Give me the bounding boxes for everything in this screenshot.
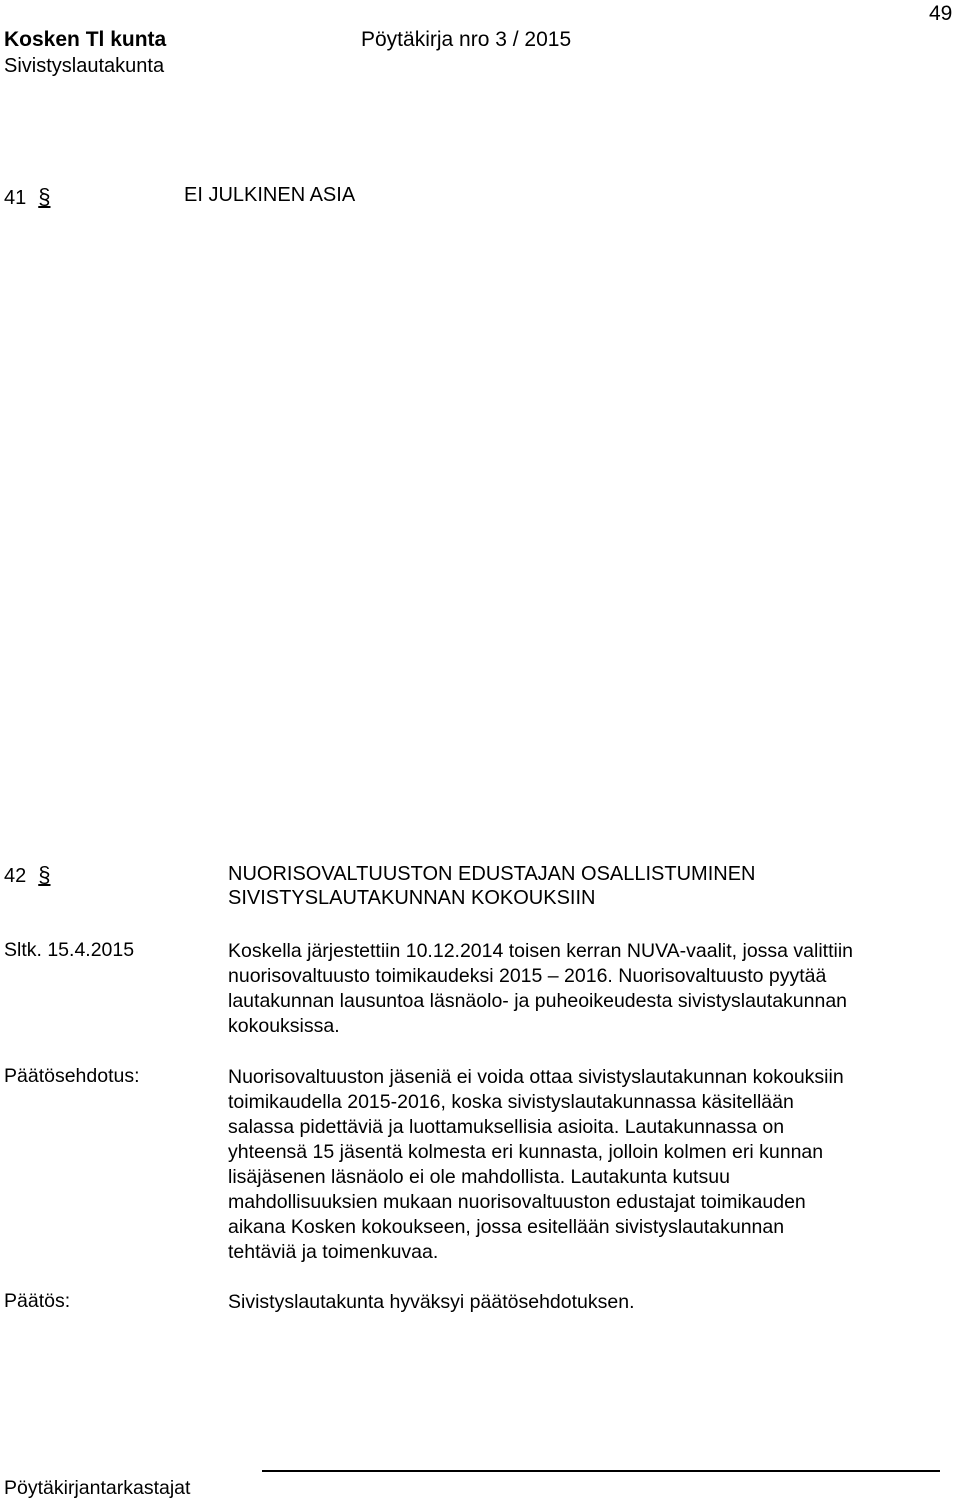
intro-paragraph	[228, 939, 928, 1039]
board-name: Sivistyslautakunta	[4, 55, 165, 77]
section-41-title: EI JULKINEN ASIA	[184, 184, 356, 206]
section-41-number-block	[4, 184, 51, 210]
text-line: Sivistyslautakunta hyväksyi päätösehdotuksen.	[228, 1291, 635, 1313]
section-title-line: NUORISOVALTUUSTON EDUSTAJAN OSALLISTUMINEN	[228, 863, 756, 885]
signature-line	[262, 1470, 940, 1472]
decision-paragraph	[228, 1290, 928, 1315]
text-line: aikana Kosken kokoukseen, jossa esitellään sivistyslautakunnan	[228, 1216, 785, 1238]
proposal-label: Päätösehdotus:	[4, 1065, 140, 1087]
municipality-name: Kosken Tl kunta	[4, 28, 167, 51]
page-number: 49	[929, 2, 953, 25]
section-number: 42	[4, 865, 27, 887]
text-line: lautakunnan lausuntoa läsnäolo- ja puheoikeudesta sivistyslautakunnan	[228, 990, 848, 1012]
section-title-line: SIVISTYSLAUTAKUNNAN KOKOUKSIIN	[228, 887, 596, 909]
text-line: mahdollisuuksien mukaan nuorisovaltuuston edustajat toimikauden	[228, 1191, 806, 1213]
text-line: kokouksissa.	[228, 1015, 340, 1037]
section-42-number-block	[4, 862, 51, 888]
protocol-number: Pöytäkirja nro 3 / 2015	[361, 28, 572, 51]
text-line: tehtäviä ja toimenkuvaa.	[228, 1241, 439, 1263]
text-line: salassa pidettäviä ja luottamuksellisia asioita. Lautakunnassa on	[228, 1116, 785, 1138]
section-sign: §	[38, 862, 51, 887]
decision-label: Päätös:	[4, 1290, 71, 1312]
section-42-title	[228, 862, 756, 910]
text-line: toimikaudella 2015-2016, koska sivistyslautakunnassa käsitellään	[228, 1091, 794, 1113]
proposal-paragraph	[228, 1065, 928, 1265]
reviewers-label: Pöytäkirjantarkastajat	[4, 1477, 191, 1499]
section-number: 41	[4, 187, 27, 209]
text-line: nuorisovaltuusto toimikaudeksi 2015 – 2016. Nuorisovaltuusto pyytää	[228, 965, 827, 987]
text-line: yhteensä 15 jäsentä kolmesta eri kunnasta, jolloin kolmen eri kunnan	[228, 1141, 824, 1163]
text-line: Koskella järjestettiin 10.12.2014 toisen kerran NUVA-vaalit, jossa valittiin	[228, 940, 854, 962]
meeting-date-label: Sltk. 15.4.2015	[4, 939, 135, 961]
text-line: Nuorisovaltuuston jäseniä ei voida ottaa sivistyslautakunnan kokouksiin	[228, 1066, 844, 1088]
text-line: lisäjäsenen läsnäolo ei ole mahdollista. Lautakunta kutsuu	[228, 1166, 730, 1188]
section-sign: §	[38, 184, 51, 209]
